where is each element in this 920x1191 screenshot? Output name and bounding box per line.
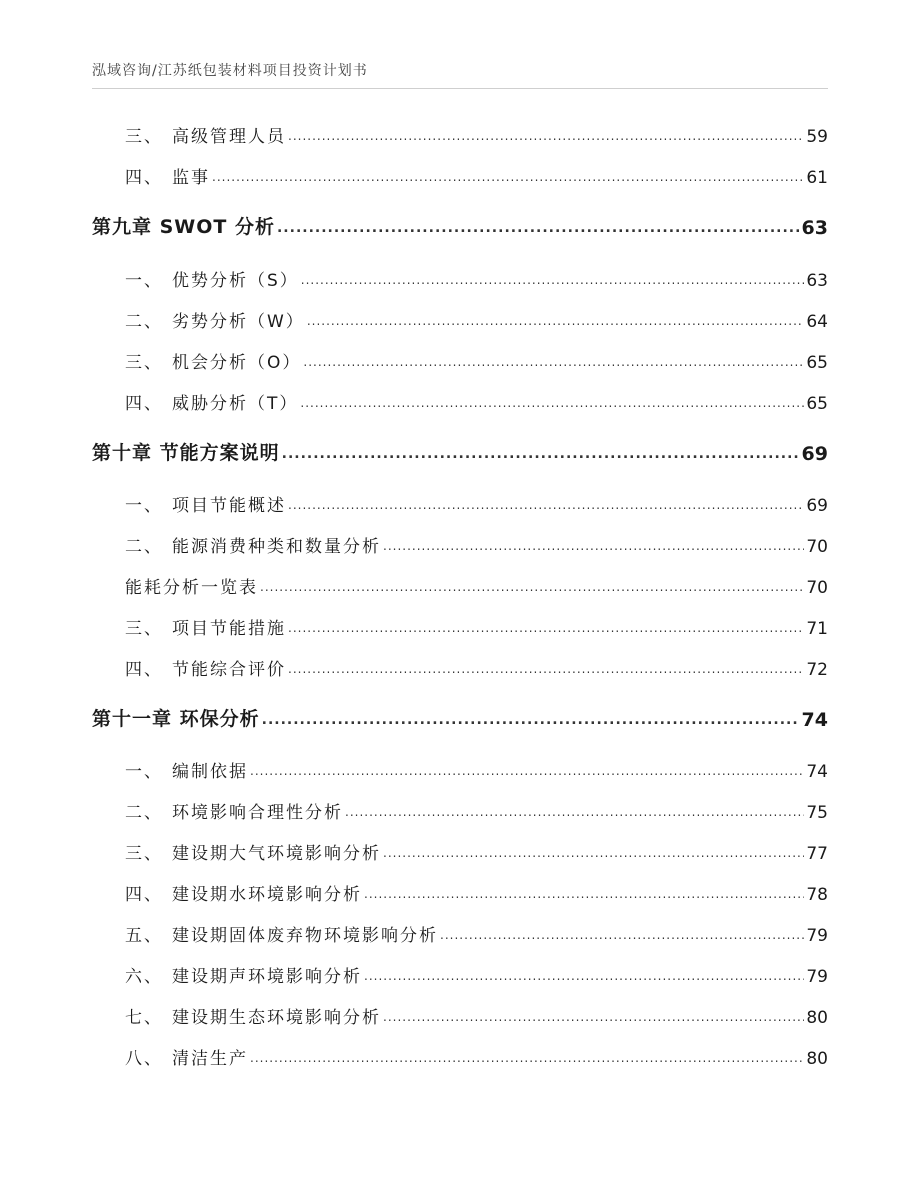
toc-entry-number: 三、 [125,844,163,864]
toc-page-number: 74 [801,709,828,731]
toc-entry-title [125,389,298,414]
toc-section-entry[interactable] [0,875,920,905]
toc-entry-text: 环境影响合理性分析 [172,803,343,823]
toc-section-entry[interactable] [0,261,920,291]
toc-entry-title [125,798,343,823]
toc-page-number: 78 [806,885,828,905]
toc-entry-text: 高级管理人员 [172,127,286,147]
toc-dot-leader [250,760,804,782]
toc-entry-text: 建设期水环境影响分析 [172,885,362,905]
toc-dot-leader [288,617,804,639]
toc-dot-leader [383,1006,804,1028]
toc-section-entry[interactable] [0,1039,920,1069]
toc-dot-leader [440,924,804,946]
toc-page-number: 75 [806,803,828,823]
toc-page-number: 70 [806,537,828,557]
toc-entry-title [125,962,362,987]
toc-section-entry[interactable] [0,834,920,864]
toc-dot-leader [282,443,800,465]
toc-entry-text: 编制依据 [172,762,248,782]
toc-dot-leader [288,494,804,516]
toc-entry-number: 三、 [125,127,163,147]
toc-entry-text: 第九章 SWOT 分析 [92,216,275,238]
toc-dot-leader [262,709,800,731]
toc-dot-leader [260,576,804,598]
toc-dot-leader [288,125,804,147]
toc-section-entry[interactable] [0,916,920,946]
toc-section-entry[interactable] [0,998,920,1028]
toc-page-number: 71 [806,619,828,639]
toc-entry-title [125,839,381,864]
toc-page-number: 79 [806,967,828,987]
toc-section-entry[interactable] [0,384,920,414]
toc-entry-number: 三、 [125,353,163,373]
toc-entry-text: 机会分析（O） [172,353,302,373]
toc-page-number: 65 [806,353,828,373]
toc-page-number: 80 [806,1008,828,1028]
toc-entry-text: 项目节能措施 [172,619,286,639]
toc-entry-number: 二、 [125,803,163,823]
page-header: 泓域咨询/江苏纸包装材料项目投资计划书 [92,63,368,79]
toc-entry-title [125,163,210,188]
toc-dot-leader [383,842,804,864]
toc-section-entry[interactable] [0,527,920,557]
toc-entry-text: 劣势分析（W） [172,312,305,332]
toc-entry-number: 二、 [125,312,163,332]
toc-entry-text: 第十章 节能方案说明 [92,442,280,464]
toc-section-entry[interactable] [0,568,920,598]
toc-entry-title [125,307,305,332]
toc-dot-leader [303,351,804,373]
toc-section-entry[interactable] [0,609,920,639]
toc-entry-title [125,1003,381,1028]
toc-dot-leader [300,392,804,414]
toc-section-entry[interactable] [0,343,920,373]
toc-section-entry[interactable] [0,650,920,680]
toc-entry-number: 四、 [125,660,163,680]
toc-entry-title [125,532,381,557]
toc-page-number: 63 [801,217,828,239]
toc-entry-title [125,614,286,639]
toc-page-number: 72 [806,660,828,680]
toc-page-number: 59 [806,127,828,147]
toc-entry-number: 七、 [125,1008,163,1028]
toc-entry-title [125,573,258,598]
toc-entry-number: 三、 [125,619,163,639]
toc-chapter-entry[interactable] [0,435,920,465]
toc-entry-title [125,122,286,147]
toc-section-entry[interactable] [0,302,920,332]
toc-entry-text: 建设期声环境影响分析 [172,967,362,987]
toc-entry-title [92,438,280,465]
toc-dot-leader [301,269,805,291]
toc-entry-number: 五、 [125,926,163,946]
toc-page-number: 61 [806,168,828,188]
toc-page-number: 74 [806,762,828,782]
toc-entry-text: 监事 [172,168,210,188]
header-divider [92,88,828,89]
toc-entry-text: 清洁生产 [172,1049,248,1069]
toc-page-number: 65 [806,394,828,414]
toc-entry-title [125,491,286,516]
toc-section-entry[interactable] [0,117,920,147]
toc-dot-leader [345,801,804,823]
toc-dot-leader [307,310,805,332]
toc-entry-title [92,704,260,731]
toc-entry-number: 六、 [125,967,163,987]
toc-dot-leader [277,217,800,239]
toc-page-number: 69 [801,443,828,465]
toc-entry-text: 建设期固体废弃物环境影响分析 [172,926,438,946]
toc-page-number: 70 [806,578,828,598]
toc-entry-text: 能源消费种类和数量分析 [172,537,381,557]
toc-entry-title [125,348,301,373]
toc-entry-text: 第十一章 环保分析 [92,708,260,730]
toc-entry-number: 四、 [125,885,163,905]
toc-dot-leader [212,166,804,188]
toc-dot-leader [250,1047,804,1069]
toc-entry-number: 一、 [125,271,163,291]
toc-entry-number: 二、 [125,537,163,557]
toc-entry-text: 能耗分析一览表 [125,578,258,598]
toc-section-entry[interactable] [0,957,920,987]
toc-entry-title [125,1044,248,1069]
toc-page-number: 63 [806,271,828,291]
toc-entry-title [125,757,248,782]
toc-section-entry[interactable] [0,158,920,188]
toc-dot-leader [288,658,804,680]
toc-page-number: 80 [806,1049,828,1069]
toc-entry-title [125,266,299,291]
toc-entry-text: 威胁分析（T） [172,394,299,414]
toc-entry-title [125,921,438,946]
toc-dot-leader [364,965,804,987]
toc-entry-number: 一、 [125,762,163,782]
toc-entry-number: 四、 [125,168,163,188]
toc-entry-number: 一、 [125,496,163,516]
toc-page-number: 64 [806,312,828,332]
toc-entry-number: 四、 [125,394,163,414]
toc-page-number: 79 [806,926,828,946]
toc-chapter-entry[interactable] [0,701,920,731]
toc-entry-text: 建设期生态环境影响分析 [172,1008,381,1028]
toc-entry-number: 八、 [125,1049,163,1069]
toc-entry-title [125,880,362,905]
toc-section-entry[interactable] [0,752,920,782]
toc-dot-leader [364,883,804,905]
toc-page-number: 77 [806,844,828,864]
toc-entry-text: 优势分析（S） [172,271,299,291]
toc-section-entry[interactable] [0,793,920,823]
toc-entry-title [92,212,275,239]
toc-entry-title [125,655,286,680]
toc-dot-leader [383,535,804,557]
toc-section-entry[interactable] [0,486,920,516]
toc-entry-text: 节能综合评价 [172,660,286,680]
toc-entry-text: 建设期大气环境影响分析 [172,844,381,864]
toc-page-number: 69 [806,496,828,516]
toc-entry-text: 项目节能概述 [172,496,286,516]
toc-chapter-entry[interactable] [0,209,920,239]
